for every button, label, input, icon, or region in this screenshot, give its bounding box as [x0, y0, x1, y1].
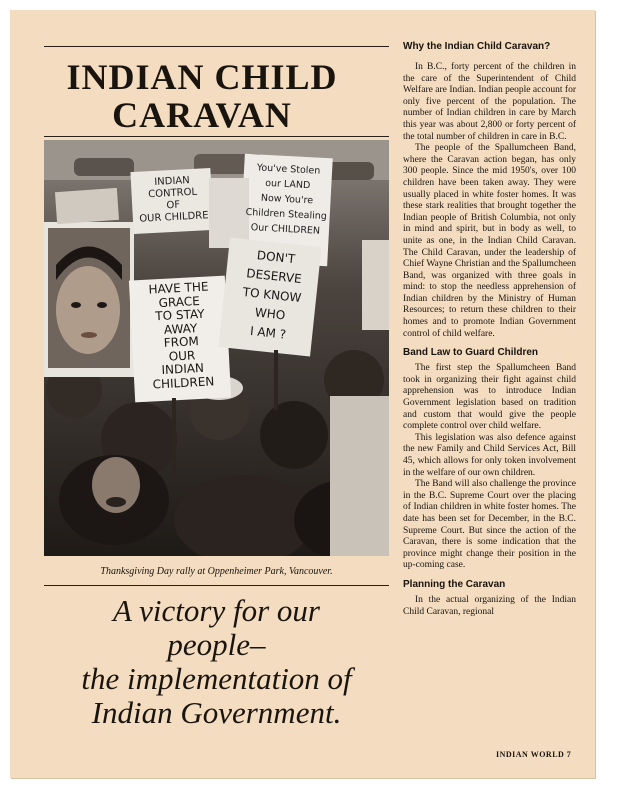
victory-line-3: the implementation of [81, 661, 352, 696]
victory-headline [44, 594, 389, 730]
top-rule [44, 46, 389, 47]
sign-grace-line: TO STAY [154, 306, 205, 324]
sign-grace-line: OUR [168, 347, 196, 364]
paragraph: The first step the Spallumcheen Band took in organizing their fight against child apprehension was to introduce Indian Government legislation based on tradition and custom that would give the people complete control over child welfare. [403, 363, 576, 432]
headline-line-1: INDIAN CHILD [66, 57, 338, 97]
sign-have-the-grace [131, 280, 231, 393]
paragraph: The people of the Spallumcheen Band, where the Caravan action began, has only 300 people. Since the mid 1950's, over 100 children have been taken away. They were usually placed in white foster homes. It was these stark realities that brought together the Indian people of British Columbia, not only in mind and spirit, but in body as well, to unite as one, in the Indian Child Caravan. The Child Caravan, under the leadership of Chief Wayne Christian and the Spallumcheen Band, was organized with three goals in mind: to stop the needless apprehension of Indian children by the Ministry of Human Resources; to return these children to their homes and to promote Indian Government control of child welfare. [403, 143, 576, 339]
section-heading-band-law: Band Law to Guard Children [403, 347, 539, 359]
sign-grace-line: GRACE [158, 293, 201, 310]
rally-photo [44, 140, 389, 556]
sign-youve-stolen [242, 160, 332, 239]
victory-line-2: people– [167, 627, 266, 662]
sign-grace-line: HAVE THE [148, 279, 209, 297]
sign-grace-line: AWAY [163, 320, 198, 337]
sign-deserve-line: WHO [254, 305, 286, 323]
headline [52, 58, 352, 134]
sign-indian-control-line: OUR CHILDRE [139, 210, 209, 225]
sign-deserve-line: DON'T [256, 248, 296, 267]
sign-grace-line: CHILDREN [152, 373, 215, 392]
sign-indian-control-line: INDIAN [154, 175, 190, 188]
page-footer: INDIAN WORLD 7 [496, 750, 572, 759]
sign-youve-stolen-line: our LAND [264, 177, 311, 192]
sign-grace-line: INDIAN [161, 360, 205, 378]
sign-deserve-line: TO KNOW [242, 284, 302, 306]
sign-deserve-line: DESERVE [245, 266, 303, 286]
photo-top-rule [44, 136, 389, 137]
sign-indian-control [135, 174, 211, 226]
photo-caption: Thanksgiving Day rally at Oppenheimer Park, Vancouver. [100, 566, 333, 577]
section-heading-planning: Planning the Caravan [403, 578, 506, 590]
section-heading-why: Why the Indian Child Caravan? [403, 41, 551, 52]
paragraph: In B.C., forty percent of the children in the care of the Superintendent of Child Welfare are Indian. Indian people account for only five percent of the population. The number of Indian children in care by March this year was about 2,800 or forty percent of the total number of children in care in B.C. [403, 62, 576, 142]
victory-line-1: A victory for our [113, 593, 320, 628]
sign-youve-stolen-line: Children Stealing [245, 206, 328, 223]
article-column [403, 40, 576, 618]
sign-indian-control-line: OF [166, 199, 181, 212]
caption-rule [44, 585, 389, 586]
sign-dont-deserve [223, 244, 320, 348]
paragraph: This legislation was also defence against the new Family and Child Services Act, Bill 45, which allows for only token involvement in the welfare of our own children. [403, 432, 576, 478]
paragraph: In the actual organizing of the Indian Child Caravan, regional [403, 594, 576, 617]
sign-youve-stolen-line: Now You're [260, 192, 314, 207]
sign-grace-line: FROM [163, 334, 200, 350]
victory-line-4: Indian Government. [91, 695, 342, 730]
sign-deserve-line: I AM ? [249, 323, 287, 342]
sign-indian-control-line: CONTROL [147, 186, 198, 201]
paragraph: The Band will also challenge the province in the B.C. Supreme Court over the placing of Indian children in white foster homes. The date has been set for December, in the B.C. Supreme Court. But since the action of the Caravan, there is some indication that the province might change their position in the up-coming case. [403, 479, 576, 571]
sign-youve-stolen-line: Our CHILDREN [250, 222, 321, 237]
sign-youve-stolen-line: You've Stolen [256, 162, 321, 177]
headline-line-2: CARAVAN [112, 95, 292, 135]
